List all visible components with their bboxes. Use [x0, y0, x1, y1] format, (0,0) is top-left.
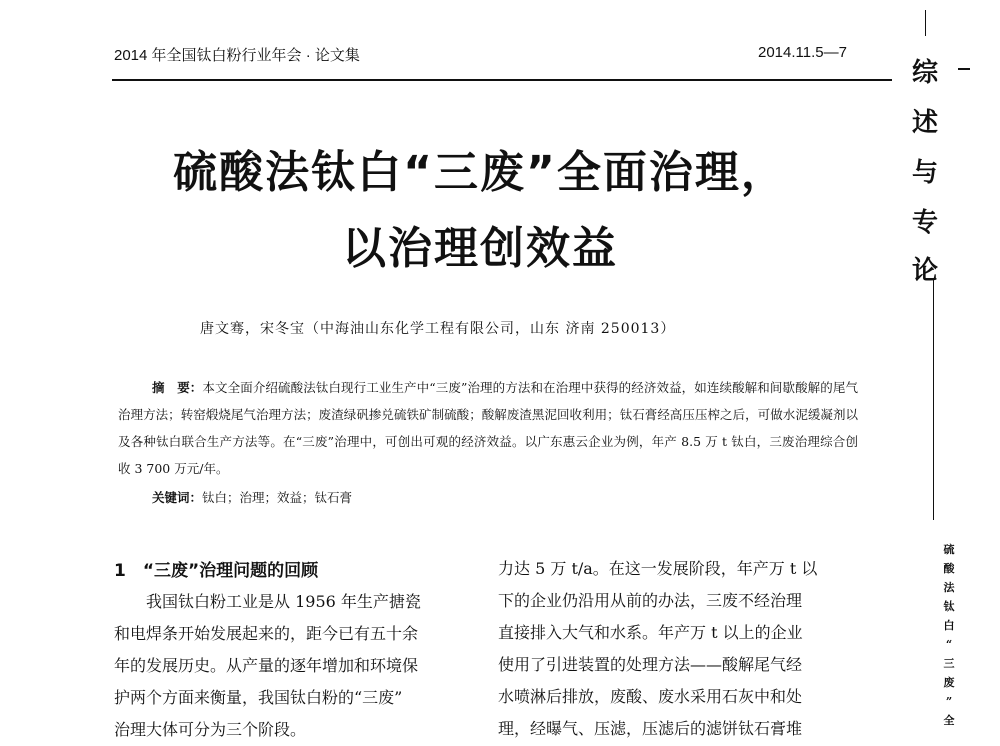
body-line: 护两个方面来衡量，我国钛白粉的“三废” [114, 688, 403, 707]
header-rule [112, 79, 892, 81]
body-line: 和电焊条开始发展起来的，距今已有五十余 [114, 624, 419, 643]
author-affiliation: 唐文骞，宋冬宝（中海油山东化学工程有限公司，山东 济南 250013） [200, 321, 676, 337]
side-running-title [940, 540, 958, 730]
section-column-char: 论 [911, 256, 938, 286]
keywords-text: 钛白；治理；效益；钛石膏 [202, 490, 353, 505]
side-title-char: ” [945, 695, 953, 708]
body-line: 直接排入大气和水系。年产万 t 以上的企业 [498, 623, 803, 642]
running-header-left: 2014 年全国钛白粉行业年会 · 论文集 [114, 47, 360, 64]
body-column-left [114, 586, 466, 746]
side-title-char: 三 [943, 657, 955, 670]
side-title-char: 全 [943, 714, 955, 727]
side-title-char: 废 [943, 676, 955, 689]
side-title-char: 硫 [943, 543, 955, 556]
side-title-char: 法 [943, 581, 955, 594]
side-title-char: 酸 [943, 562, 955, 575]
section-column-char: 与 [911, 158, 938, 188]
side-title-char: “ [945, 638, 953, 651]
side-divider-middle [933, 280, 934, 520]
abstract [118, 374, 858, 482]
side-divider-top [925, 10, 926, 36]
body-line: 我国钛白粉工业是从 1956 年生产搪瓷 [146, 592, 421, 611]
body-line: 理，经曝气、压滤，压滤后的滤饼钛石膏堆 [498, 719, 803, 738]
body-line: 治理大体可分为三个阶段。 [114, 720, 307, 739]
body-line: 力达 5 万 t/a。在这一发展阶段，年产万 t 以 [498, 559, 818, 578]
body-line: 水喷淋后排放，废酸、废水采用石灰中和处 [498, 687, 803, 706]
side-title-char: 白 [943, 619, 955, 632]
article-title-line1: 硫酸法钛白“三废”全面治理， [173, 147, 787, 198]
body-column-right [498, 553, 860, 745]
abstract-label: 摘 要： [152, 380, 203, 395]
side-tick-mark [958, 68, 970, 70]
section-column-char: 述 [911, 108, 938, 138]
section-column-char: 综 [911, 58, 938, 88]
side-title-char: 钛 [943, 600, 955, 613]
body-line: 使用了引进装置的处理方法——酸解尾气经 [498, 655, 803, 674]
body-line: 下的企业仍沿用从前的办法，三废不经治理 [498, 591, 803, 610]
running-header-date: 2014.11.5—7 [758, 44, 847, 61]
keywords [152, 488, 352, 506]
article-title-line2: 以治理创效益 [342, 223, 618, 274]
abstract-text: 本文全面介绍硫酸法钛白现行工业生产中“三废”治理的方法和在治理中获得的经济效益，如连续酸解和间歇酸解的尾气治理方法；转窑煅烧尾气治理方法；废渣绿矾掺兑硫铁矿制硫酸；酸解废渣黑泥回收利用；钛石膏经高压压榨之后，可做水泥缓凝剂以及各种钛白联合生产方法等。在“三废”治理中，可创出可观的经济效益。以广东惠云企业为例，年产 8.5 万 t 钛白，三废治理综合创收 3 700 万元/年。 [118, 380, 858, 476]
keywords-label: 关键词： [152, 490, 203, 505]
section-heading: 1 “三废”治理问题的回顾 [114, 561, 319, 581]
section-column-char: 专 [911, 208, 938, 238]
body-line: 年的发展历史。从产量的逐年增加和环境保 [114, 656, 419, 675]
